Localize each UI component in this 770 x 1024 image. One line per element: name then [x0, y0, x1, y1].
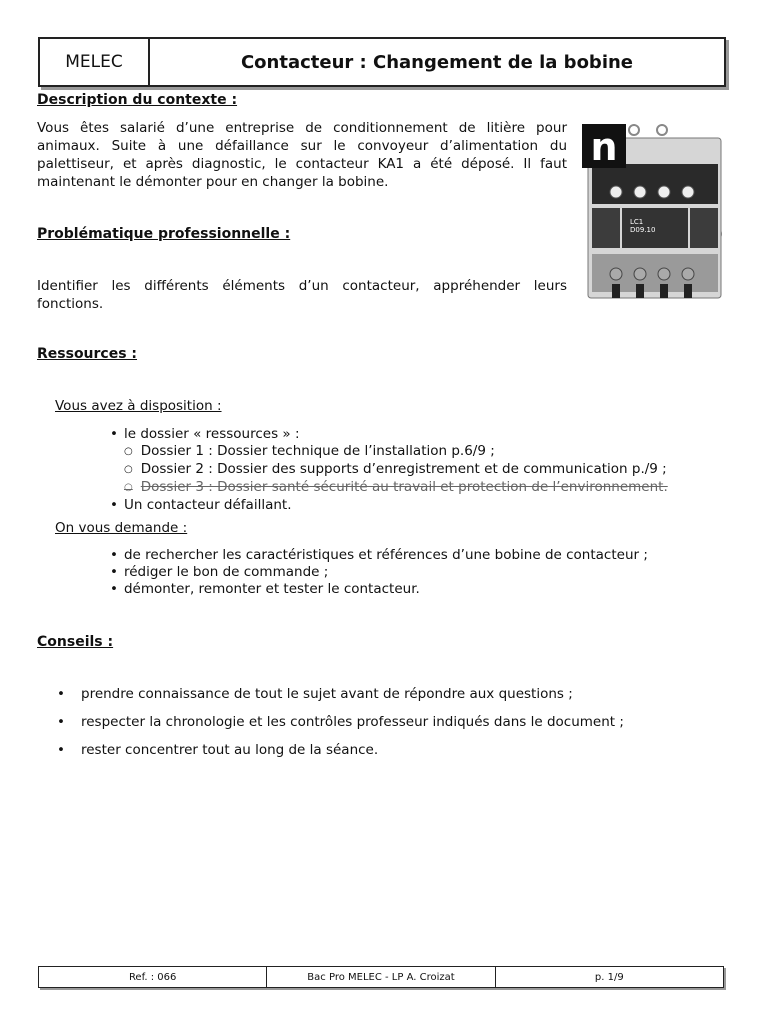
list-item: • prendre connaissance de tout le sujet avant de répondre aux questions ; — [37, 680, 717, 708]
list-item: • respecter la chronologie et les contrôles professeur indiqués dans le document ; — [37, 708, 717, 736]
svg-text:LC1: LC1 — [630, 218, 644, 226]
footer-ref: Ref. : 066 — [128, 971, 177, 983]
list-item: • le dossier « ressources » : ○ Dossier 1 : Dossier technique de l’installation p.6/9 ; ○ Dossier 2 : Dossier des supports d’enregistrement et de communication p./9 ; ○ Dossier 3 : Dossier santé sécurité au travail et protection de l’environnement. — [110, 426, 720, 497]
brand-logo: n — [590, 125, 618, 169]
list-item: • démonter, remonter et tester le contacteur. — [110, 581, 720, 598]
list-item: • rédiger le bon de commande ; — [110, 564, 720, 581]
footer-center: Bac Pro MELEC - LP A. Croizat — [266, 967, 494, 987]
contactor-image — [582, 124, 727, 304]
contexte-title: Description du contexte : — [37, 92, 238, 108]
list-item: • de rechercher les caractéristiques et références d’une bobine de contacteur ; — [110, 547, 720, 564]
svg-text:D09.10: D09.10 — [630, 226, 656, 234]
conseils-list — [37, 680, 717, 764]
header-section-label: MELEC — [40, 39, 150, 85]
problematique-title: Problématique professionnelle : — [37, 226, 291, 242]
contexte-text: Vous êtes salarié d’une entreprise de conditionnement de litière pour animaux. Suite à une défaillance sur le convoyeur d’alimentation du palettiseur, et après diagnostic, le contacteur KA1 a été déposé. Il faut maintenant le démonter pour en changer la bobine. — [37, 120, 567, 190]
conseils-title: Conseils : — [37, 634, 114, 650]
page-footer — [38, 966, 724, 988]
disposition-title: Vous avez à disposition : — [55, 398, 222, 414]
problematique-text: Identifier les différents éléments d’un contacteur, appréhender leurs fonctions. — [37, 278, 567, 312]
page-header — [38, 37, 726, 87]
list-item-struck: ○ Dossier 3 : Dossier santé sécurité au travail et protection de l’environnement. — [124, 479, 720, 497]
ressources-title: Ressources : — [37, 346, 138, 362]
demande-list — [110, 547, 720, 598]
page-title: Contacteur : Changement de la bobine — [240, 51, 634, 73]
ressources-list — [110, 426, 720, 514]
demande-title: On vous demande : — [55, 520, 188, 536]
footer-page: p. 1/9 — [495, 967, 723, 987]
list-item: ○ Dossier 2 : Dossier des supports d’enregistrement et de communication p./9 ; — [124, 461, 720, 479]
list-item: ○ Dossier 1 : Dossier technique de l’installation p.6/9 ; — [124, 443, 720, 461]
list-item: • Un contacteur défaillant. — [110, 497, 720, 514]
list-item: • rester concentrer tout au long de la séance. — [37, 736, 717, 764]
